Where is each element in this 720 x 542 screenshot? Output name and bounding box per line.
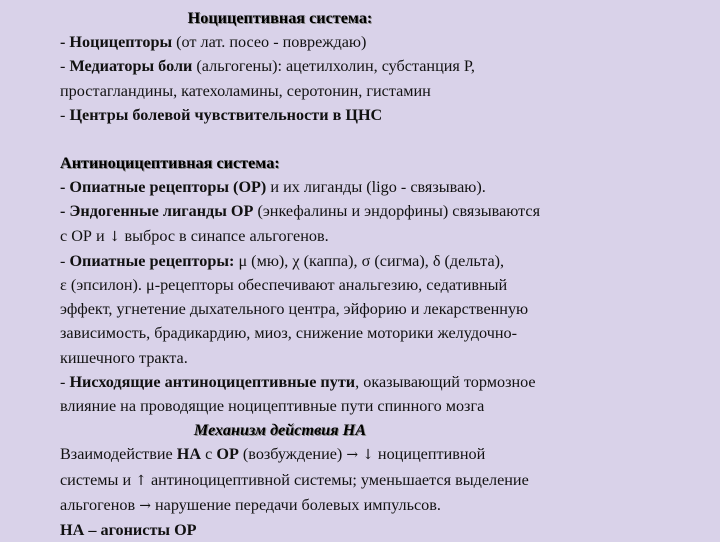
bullet-dash: - bbox=[60, 372, 70, 391]
descending-pathways-line bbox=[60, 370, 710, 394]
endogenous-ligands-line bbox=[60, 199, 710, 223]
release-text-post: выброс в синапсе альгогенов. bbox=[120, 226, 329, 245]
nociceptors-line bbox=[60, 30, 710, 54]
arrow-right-icon: → bbox=[346, 447, 359, 464]
mechanism-heading: Механизм действия НА bbox=[193, 421, 367, 440]
or-term: ОР bbox=[216, 445, 239, 464]
receptor-types-term: Опиатные рецепторы: bbox=[69, 251, 235, 270]
release-line bbox=[60, 224, 710, 249]
endogenous-ligands-desc: (энкефалины и эндорфины) связываются bbox=[253, 202, 541, 221]
mu-effects-line-1: ε (эпсилон). μ-рецепторы обеспечивают анальгезию, седативный bbox=[60, 276, 508, 295]
bullet-dash: - bbox=[60, 57, 70, 76]
arrow-up-icon: ↑ bbox=[135, 472, 147, 489]
mu-effects-line-2: эффект, угнетение дыхательного центра, эйфорию и лекарственную bbox=[60, 300, 529, 319]
arrow-down-icon: ↓ bbox=[362, 447, 374, 464]
bullet-dash: - bbox=[60, 251, 70, 270]
mechanism-text: альгогенов bbox=[60, 495, 140, 514]
endogenous-ligands-term: - Эндогенные лиганды ОР bbox=[60, 202, 254, 221]
mediators-continued: простагландины, катехоламины, серотонин, гистамин bbox=[60, 81, 431, 100]
pain-centers-line bbox=[60, 103, 710, 127]
mu-effects-line-3: зависимость, брадикардию, миоз, снижение моторики желудочно- bbox=[60, 324, 518, 343]
pain-mediators-desc: (альгогены): ацетилхолин, субстанция Р, bbox=[192, 57, 475, 76]
na-term: НА bbox=[176, 445, 202, 464]
pain-centers-term: Центры болевой чувствительности в ЦНС bbox=[69, 105, 383, 124]
nociceptive-title: Ноцицептивная система: bbox=[187, 9, 373, 27]
antinociceptive-heading: Антиноцицептивная система: bbox=[60, 154, 280, 173]
receptor-types-line bbox=[60, 249, 710, 273]
nociceptors-term: - Ноцицепторы bbox=[60, 33, 173, 52]
descending-pathways-desc: , оказывающий тормозное bbox=[355, 372, 536, 391]
spacer bbox=[60, 127, 710, 151]
mechanism-text: с bbox=[201, 445, 217, 464]
opiate-receptors-line bbox=[60, 175, 710, 199]
arrow-right-icon: → bbox=[139, 497, 151, 514]
pain-mediators-term: Медиаторы боли bbox=[69, 57, 193, 76]
mechanism-text: системы и bbox=[60, 470, 136, 489]
mu-effects-line-4: кишечного тракта. bbox=[60, 348, 188, 367]
receptor-types-list: μ (мю), χ (каппа), σ (сигма), δ (дельта), bbox=[234, 251, 505, 270]
descending-pathways-continued: влияние на проводящие ноцицептивные пути спинного мозга bbox=[60, 397, 485, 416]
mechanism-text: нарушение передачи болевых импульсов. bbox=[150, 495, 441, 514]
opiate-receptors-desc: и их лиганды (ligo - связываю). bbox=[266, 178, 486, 197]
na-agonists-line: НА – агонисты ОР bbox=[60, 521, 197, 540]
nociceptors-desc: (от лат. посео - повреждаю) bbox=[172, 33, 367, 52]
mechanism-line-3 bbox=[60, 493, 710, 518]
mechanism-text: ноцицептивной bbox=[373, 445, 486, 464]
pain-mediators-line bbox=[60, 54, 710, 78]
bullet-dash: - bbox=[60, 105, 70, 124]
mechanism-line-2 bbox=[60, 468, 710, 493]
mechanism-text: (возбуждение) bbox=[238, 445, 347, 464]
arrow-down-icon: ↓ bbox=[108, 228, 121, 245]
opiate-receptors-term: - Опиатные рецепторы (ОР) bbox=[60, 178, 267, 197]
mechanism-line-1 bbox=[60, 442, 710, 467]
mechanism-text: антиноцицептивной системы; уменьшается выделение bbox=[146, 470, 529, 489]
release-text-pre: с ОР и bbox=[60, 226, 109, 245]
descending-pathways-term: Нисходящие антиноцицептивные пути bbox=[69, 372, 356, 391]
mechanism-text: Взаимодействие bbox=[60, 445, 177, 464]
